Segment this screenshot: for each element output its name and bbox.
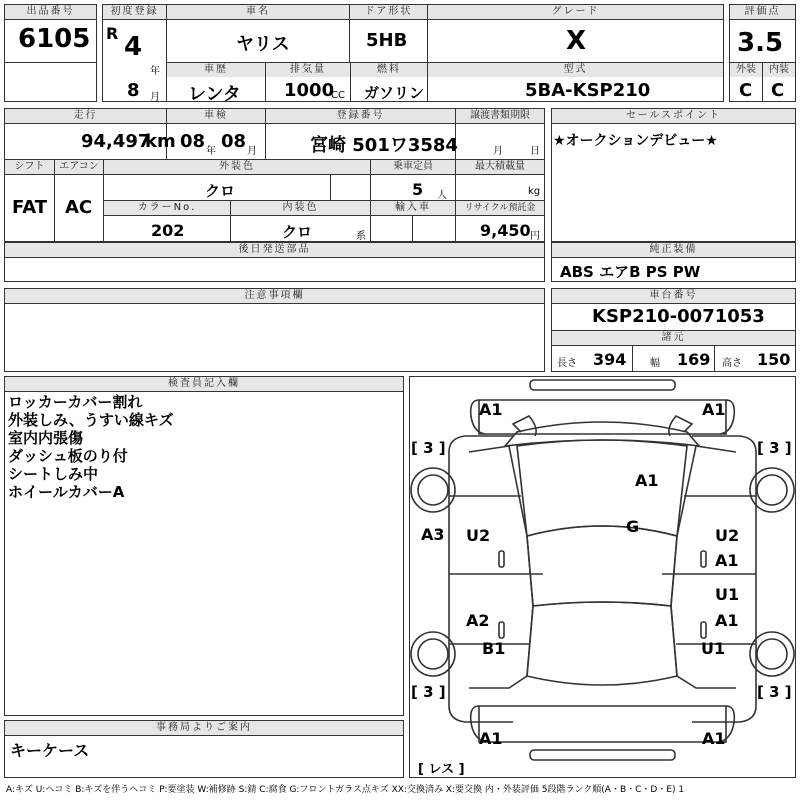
int-color-header: 内装色 [231, 201, 370, 215]
grade-header: グレード [428, 5, 723, 19]
damage-mark: A1 [635, 471, 659, 490]
damage-mark: A1 [715, 551, 739, 570]
capacity: 5 [412, 180, 424, 199]
shaken-header: 車検 [167, 109, 265, 123]
model-type: 5BA-KSP210 [525, 80, 651, 101]
recycle: 9,450 [480, 221, 531, 240]
int-color: クロ [282, 223, 313, 241]
shaken-year-unit: 年 [206, 146, 216, 157]
reg-no: 宮崎 501ワ3584 [310, 135, 458, 156]
color-no-header: カラーNo. [104, 201, 230, 215]
damage-mark: A1 [702, 729, 726, 748]
width-label: 幅 [650, 358, 660, 369]
legend: A:キズ U:ヘコミ B:キズを伴うヘコミ P:要塗装 W:補修跡 S:錆 C:腐食 G:フロントガラス点キズ XX:交換済み X:要交換 内・外装評価 5段階ランク順(A・B・C・D・E) 1 [6, 785, 685, 795]
import-header: 輸入車 [371, 201, 455, 215]
damage-mark: A1 [479, 729, 503, 748]
specs-header: 諸元 [552, 331, 795, 345]
mileage-header: 走行 [5, 109, 166, 123]
damage-mark: A1 [702, 400, 726, 419]
car-outline [409, 376, 796, 778]
car-name: ヤリス [236, 34, 290, 55]
recycle-header: リサイクル預託金 [456, 201, 544, 215]
notes-header: 注意事項欄 [5, 289, 544, 303]
grade: X [566, 26, 587, 56]
damage-mark: U2 [466, 526, 491, 545]
tire-tread-front-right: [ 3 ] [757, 439, 792, 457]
damage-mark: A1 [715, 611, 739, 630]
exterior-grade: C [739, 80, 753, 101]
fuel: ガソリン [364, 84, 425, 102]
spare-tire: [ レス ] [418, 762, 465, 777]
exterior-header: 外装 [730, 63, 762, 77]
rating: 3.5 [737, 28, 784, 58]
inspector-notes [8, 393, 174, 501]
capacity-header: 乗車定員 [371, 160, 455, 174]
interior-grade: C [771, 80, 785, 101]
reg-year: 4 [124, 32, 143, 62]
year-unit: 年 [150, 66, 160, 77]
displacement: 1000 [284, 80, 335, 101]
tire-tread-front-left: [ 3 ] [411, 439, 446, 457]
fuel-header: 燃料 [351, 63, 427, 77]
recycle-unit: 円 [530, 231, 540, 242]
ext-color: クロ [205, 182, 236, 200]
chassis-no: KSP210-0071053 [592, 306, 765, 327]
reg-month: 8 [127, 80, 140, 101]
shift-header: シフト [5, 160, 54, 174]
max-load-header: 最大積載量 [456, 160, 544, 174]
mileage: 94,497 [81, 131, 151, 152]
tire-tread-rear-left: [ 3 ] [411, 683, 446, 701]
reg-no-header: 登録番号 [266, 109, 455, 123]
office-note: キーケース [10, 741, 90, 760]
max-load-unit: kg [528, 186, 541, 197]
damage-mark: B1 [482, 639, 506, 658]
lot-no: 6105 [18, 24, 91, 54]
door-type: 5HB [366, 30, 408, 51]
transfer-month-unit: 月 [493, 146, 503, 157]
inspector-note: ダッシュ板のり付 [8, 447, 128, 465]
width: 169 [677, 350, 711, 369]
month-unit: 月 [150, 92, 160, 103]
door-header: ドア形状 [350, 5, 427, 19]
shaken-month-unit: 月 [247, 146, 257, 157]
shaken-month: 08 [221, 131, 247, 152]
aircon-header: エアコン [55, 160, 103, 174]
history-header: 車歴 [167, 63, 265, 77]
ext-color-header: 外装色 [104, 160, 370, 174]
damage-mark: U1 [701, 639, 726, 658]
aircon: AC [65, 197, 93, 218]
damage-mark: G [626, 517, 640, 536]
inspector-note: ロッカーカバー割れ [8, 393, 143, 411]
length-label: 長さ [557, 358, 577, 369]
later-parts-header: 後日発送部品 [5, 243, 544, 257]
damage-mark: A2 [466, 611, 490, 630]
inspector-note: ホイールカバーA [8, 483, 125, 501]
damage-mark: U1 [715, 585, 740, 604]
int-color-unit: 系 [356, 231, 366, 242]
inspector-note: 室内内張傷 [8, 429, 84, 447]
height: 150 [757, 350, 791, 369]
damage-mark: U2 [715, 526, 740, 545]
lot-no-header: 出品番号 [5, 5, 96, 19]
genuine-header: 純正装備 [552, 243, 795, 257]
capacity-unit: 人 [437, 190, 447, 201]
interior-header: 内装 [763, 63, 795, 77]
transfer-day-unit: 日 [530, 146, 540, 157]
detail-table [4, 108, 545, 242]
first-reg-header: 初度登録 [103, 5, 166, 19]
damage-mark: A3 [421, 525, 445, 544]
model-type-header: 型式 [428, 63, 723, 77]
displacement-header: 排気量 [266, 63, 350, 77]
mileage-unit: km [145, 131, 176, 152]
tire-tread-rear-right: [ 3 ] [757, 683, 792, 701]
cc-unit: CC [331, 90, 345, 101]
office-header: 事務局よりご案内 [5, 721, 403, 735]
height-label: 高さ [722, 358, 742, 369]
sales-point: ★オークションデビュー★ [553, 133, 718, 149]
car-name-header: 車名 [167, 5, 349, 19]
damage-mark: A1 [479, 400, 503, 419]
color-no: 202 [151, 221, 185, 240]
inspector-note: シートしみ中 [8, 465, 99, 483]
length: 394 [593, 350, 627, 369]
inspector-header: 検査員記入欄 [5, 377, 403, 391]
era: R [106, 24, 119, 43]
chassis-header: 車台番号 [552, 289, 795, 303]
shift: FAT [12, 197, 48, 218]
rating-header: 評価点 [730, 5, 795, 19]
shaken-year: 08 [180, 131, 206, 152]
transfer-deadline-header: 譲渡書類期限 [456, 109, 544, 123]
inspector-note: 外装しみ、うすい線キズ [8, 411, 174, 429]
history: レンタ [188, 84, 241, 105]
sales-point-cell [551, 108, 796, 242]
genuine-equipment: ABS エアB PS PW [560, 263, 701, 281]
sales-point-header: セールスポイント [552, 109, 795, 123]
